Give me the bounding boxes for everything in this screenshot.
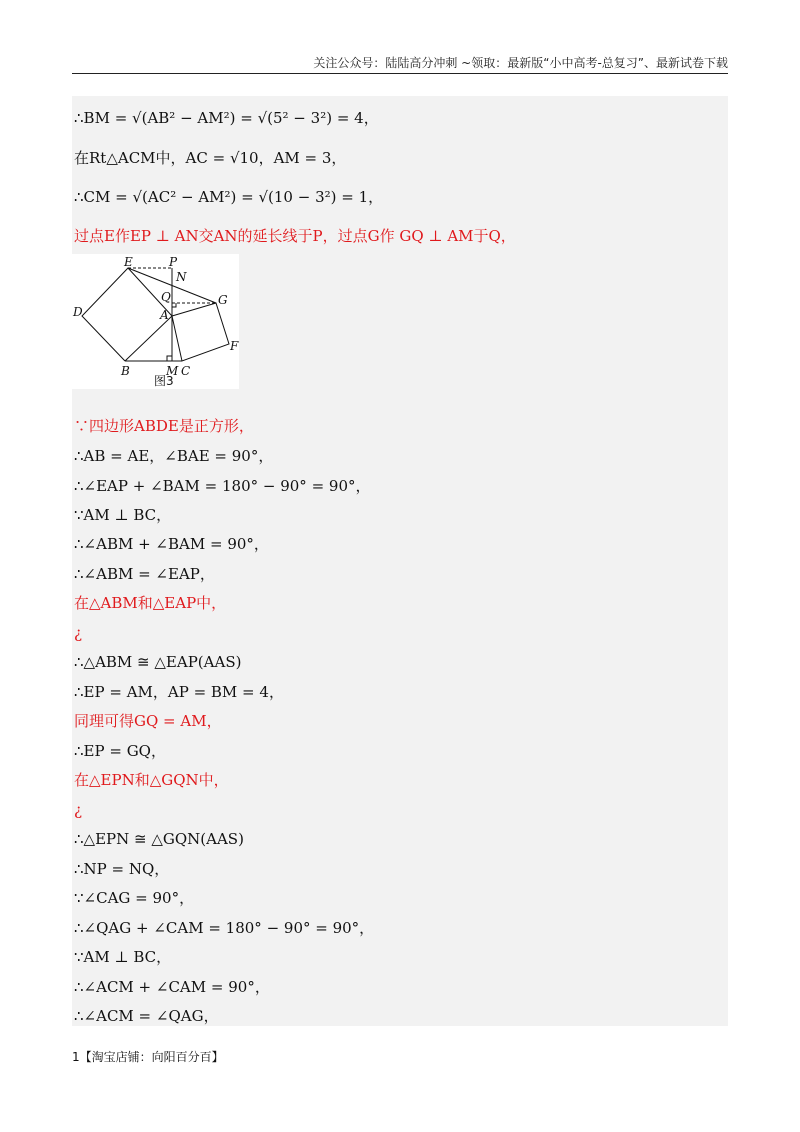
step-line: ∴∠ACM = ∠QAG， <box>74 1007 219 1025</box>
label-m: M <box>166 364 179 378</box>
step-line: ∴EP = AM，AP = BM = 4， <box>74 683 284 701</box>
label-b: B <box>121 364 130 378</box>
square-abde <box>82 268 172 361</box>
page-footer: 1【淘宝店铺：向阳百分百】 <box>72 1050 224 1064</box>
right-angle-m <box>167 356 172 361</box>
step-line: ∴EP = GQ， <box>74 742 166 760</box>
figure-svg <box>72 254 239 389</box>
step-line: ∴∠QAG + ∠CAM = 180° − 90° = 90°， <box>74 919 375 937</box>
step-line: ∴∠EAP + ∠BAM = 180° − 90° = 90°， <box>74 477 371 495</box>
header-rule <box>72 73 728 74</box>
label-e: E <box>124 255 133 269</box>
step-line: ∵AM ⊥ BC， <box>74 506 172 524</box>
label-a: A <box>160 308 169 322</box>
label-n: N <box>176 270 187 284</box>
step-line: ∴∠ABM = ∠EAP， <box>74 565 215 583</box>
step-line: ¿ <box>74 624 83 642</box>
step-line: ∵∠CAG = 90°， <box>74 889 195 907</box>
step-line: ∴NP = NQ， <box>74 860 170 878</box>
step-line: ∴AB = AE，∠BAE = 90°， <box>74 447 274 465</box>
label-f: F <box>230 339 239 353</box>
step-line: ¿ <box>74 801 83 819</box>
square-acfg <box>172 303 229 361</box>
solution-content <box>72 96 728 1026</box>
label-g: G <box>218 293 228 307</box>
step-line: 在△EPN和△GQN中， <box>74 771 229 789</box>
figure-caption: 图3 <box>154 374 174 388</box>
step-line: ∴∠ABM + ∠BAM = 90°， <box>74 535 269 553</box>
step-line: ∴∠ACM + ∠CAM = 90°， <box>74 978 270 996</box>
right-angle-q <box>172 303 176 307</box>
label-d: D <box>73 305 83 319</box>
label-p: P <box>169 255 178 269</box>
step-line: ∴△EPN ≅ △GQN(AAS) <box>74 830 244 848</box>
step-line: ∵AM ⊥ BC， <box>74 948 172 966</box>
label-c: C <box>181 364 191 378</box>
step-line: 在△ABM和△EAP中， <box>74 594 227 612</box>
step-line: 同理可得GQ = AM， <box>74 712 222 730</box>
step-line: ∵四边形ABDE是正方形， <box>74 417 254 435</box>
step-line: ∴CM = √(AC² − AM²) = √(10 − 3²) = 1， <box>74 188 384 206</box>
step-line: 在Rt△ACM中，AC = √10，AM = 3， <box>74 149 347 167</box>
step-line: ∴△ABM ≅ △EAP(AAS) <box>74 653 242 671</box>
step-line: 过点E作EP ⊥ AN交AN的延长线于P，过点G作 GQ ⊥ AM于Q， <box>74 227 516 245</box>
geometry-figure <box>72 254 239 389</box>
page-header: 关注公众号：陆陆高分冲刺 ~领取：最新版“小中高考-总复习”、最新试卷下载 <box>313 56 728 70</box>
step-line: ∴BM = √(AB² − AM²) = √(5² − 3²) = 4， <box>74 109 379 127</box>
label-q: Q <box>161 290 171 304</box>
